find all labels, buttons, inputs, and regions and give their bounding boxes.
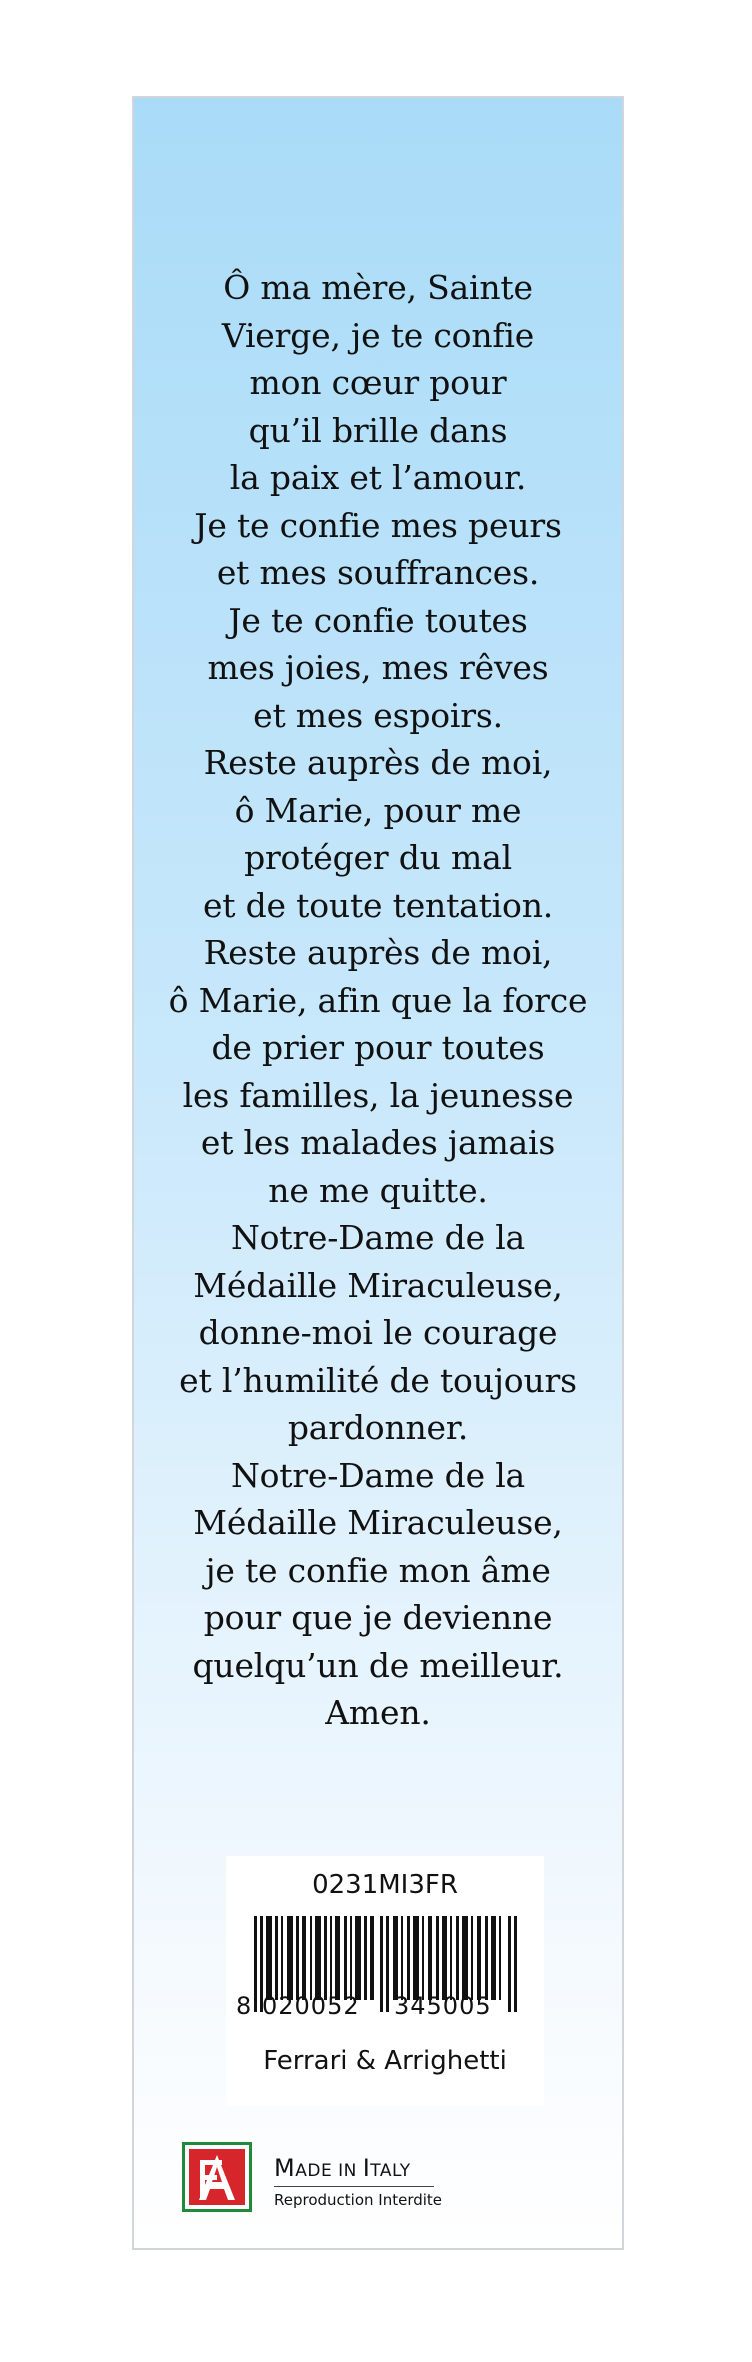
prayer-text bbox=[134, 264, 622, 1737]
prayer-line: Médaille Miraculeuse, bbox=[193, 1265, 563, 1305]
prayer-line: Je te confie toutes bbox=[228, 600, 528, 640]
prayer-line: Vierge, je te confie bbox=[221, 315, 535, 355]
barcode-digits-right: 345005 bbox=[394, 1992, 492, 2020]
prayer-line: les familles, la jeunesse bbox=[182, 1075, 574, 1115]
prayer-line: et les malades jamais bbox=[200, 1123, 556, 1162]
barcode-digits-left: 020052 bbox=[262, 1992, 360, 2020]
prayer-line: quelqu’un de meilleur. bbox=[192, 1645, 564, 1685]
prayer-line: protéger du mal bbox=[244, 838, 512, 877]
prayer-line: ô Marie, pour me bbox=[234, 790, 522, 830]
prayer-line: et de toute tentation. bbox=[202, 885, 554, 925]
prayer-line: et mes souffrances. bbox=[216, 553, 540, 592]
prayer-line: Amen. bbox=[325, 1693, 431, 1732]
made-in-text: ADE IN bbox=[295, 2161, 363, 2181]
made-m: M bbox=[274, 2154, 296, 2182]
prayer-line: Reste auprès de moi, bbox=[203, 743, 553, 782]
manufacturer-name: Ferrari & Arrighetti bbox=[263, 2046, 507, 2076]
barcode-label bbox=[226, 1856, 544, 2106]
prayer-line: Médaille Miraculeuse, bbox=[193, 1503, 563, 1542]
barcode-digit-first: 8 bbox=[236, 1992, 253, 2020]
prayer-line: et mes espoirs. bbox=[253, 695, 503, 735]
prayer-line: ô Marie, afin que la force bbox=[168, 980, 588, 1020]
italy-i: I bbox=[362, 2154, 371, 2182]
prayer-line: ne me quitte. bbox=[268, 1170, 488, 1210]
prayer-line: pour que je devienne bbox=[203, 1598, 553, 1637]
prayer-line: Notre-Dame de la bbox=[230, 1218, 526, 1257]
prayer-line: Notre-Dame de la bbox=[230, 1455, 526, 1495]
product-code: 0231MI3FR bbox=[312, 1870, 458, 1900]
prayer-line: donne-moi le courage bbox=[198, 1313, 558, 1352]
fa-logo-icon bbox=[182, 2142, 252, 2212]
prayer-line: de prier pour toutes bbox=[211, 1028, 545, 1067]
prayer-line: la paix et l’amour. bbox=[229, 458, 527, 497]
prayer-line: pardonner. bbox=[287, 1408, 469, 1447]
prayer-line: mes joies, mes rêves bbox=[207, 648, 549, 687]
prayer-line: Ô ma mère, Sainte bbox=[223, 268, 533, 307]
prayer-line: Reste auprès de moi, bbox=[203, 933, 553, 972]
prayer-card bbox=[132, 96, 624, 2250]
prayer-line: je te confie mon âme bbox=[205, 1550, 551, 1590]
prayer-line: mon cœur pour bbox=[249, 363, 507, 402]
prayer-line: Je te confie mes peurs bbox=[194, 505, 562, 545]
italy-text: TALY bbox=[370, 2161, 411, 2181]
prayer-line: qu’il brille dans bbox=[248, 410, 508, 450]
reproduction-notice: Reproduction Interdite bbox=[274, 2191, 443, 2209]
prayer-line: et l’humilité de toujours bbox=[179, 1360, 577, 1400]
made-in-italy bbox=[274, 2154, 442, 2209]
divider bbox=[274, 2186, 434, 2187]
